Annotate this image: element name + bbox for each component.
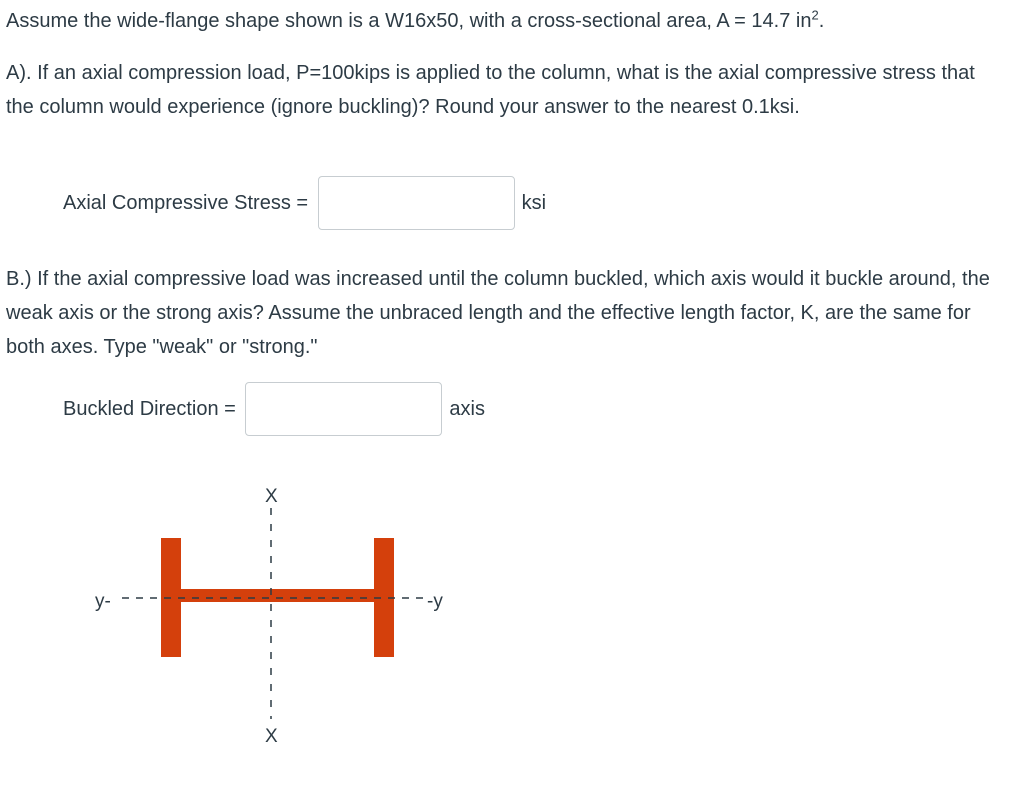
answer-row-b [63, 382, 485, 436]
question-a-text: A). If an axial compression load, P=100kips is applied to the column, what is the axial compressive stress that the column would experience (ignore buckling)? Round your answer to the nearest 0.1ksi. [6, 62, 975, 118]
x-axis-label-bottom: X [265, 726, 278, 747]
y-axis-label-left: y- [95, 591, 111, 612]
axial-stress-label: Axial Compressive Stress = [63, 191, 314, 214]
web [161, 589, 394, 602]
wide-flange-diagram [88, 482, 468, 752]
area-unit-exponent: 2 [811, 7, 819, 23]
axial-stress-input[interactable] [318, 176, 515, 230]
axial-stress-unit: ksi [521, 191, 547, 214]
question-b-text: B.) If the axial compressive load was increased until the column buckled, which axis would it buckle around, the weak axis or the strong axis? Assume the unbraced length and the effective length factor, K, are the same for both axes. Type "weak" or "strong." [6, 268, 990, 358]
y-axis-label-right: -y [427, 591, 443, 612]
buckled-direction-label: Buckled Direction = [63, 397, 242, 420]
x-axis-label-top: X [265, 486, 278, 507]
intro-text: Assume the wide-flange shape shown is a W16x50, with a cross-sectional area, A = 14.7 in [6, 10, 812, 32]
problem-intro [6, 4, 824, 38]
buckled-direction-unit: axis [449, 397, 485, 420]
answer-row-a [63, 176, 546, 230]
intro-end: . [818, 10, 825, 32]
buckled-direction-input[interactable] [245, 382, 442, 436]
